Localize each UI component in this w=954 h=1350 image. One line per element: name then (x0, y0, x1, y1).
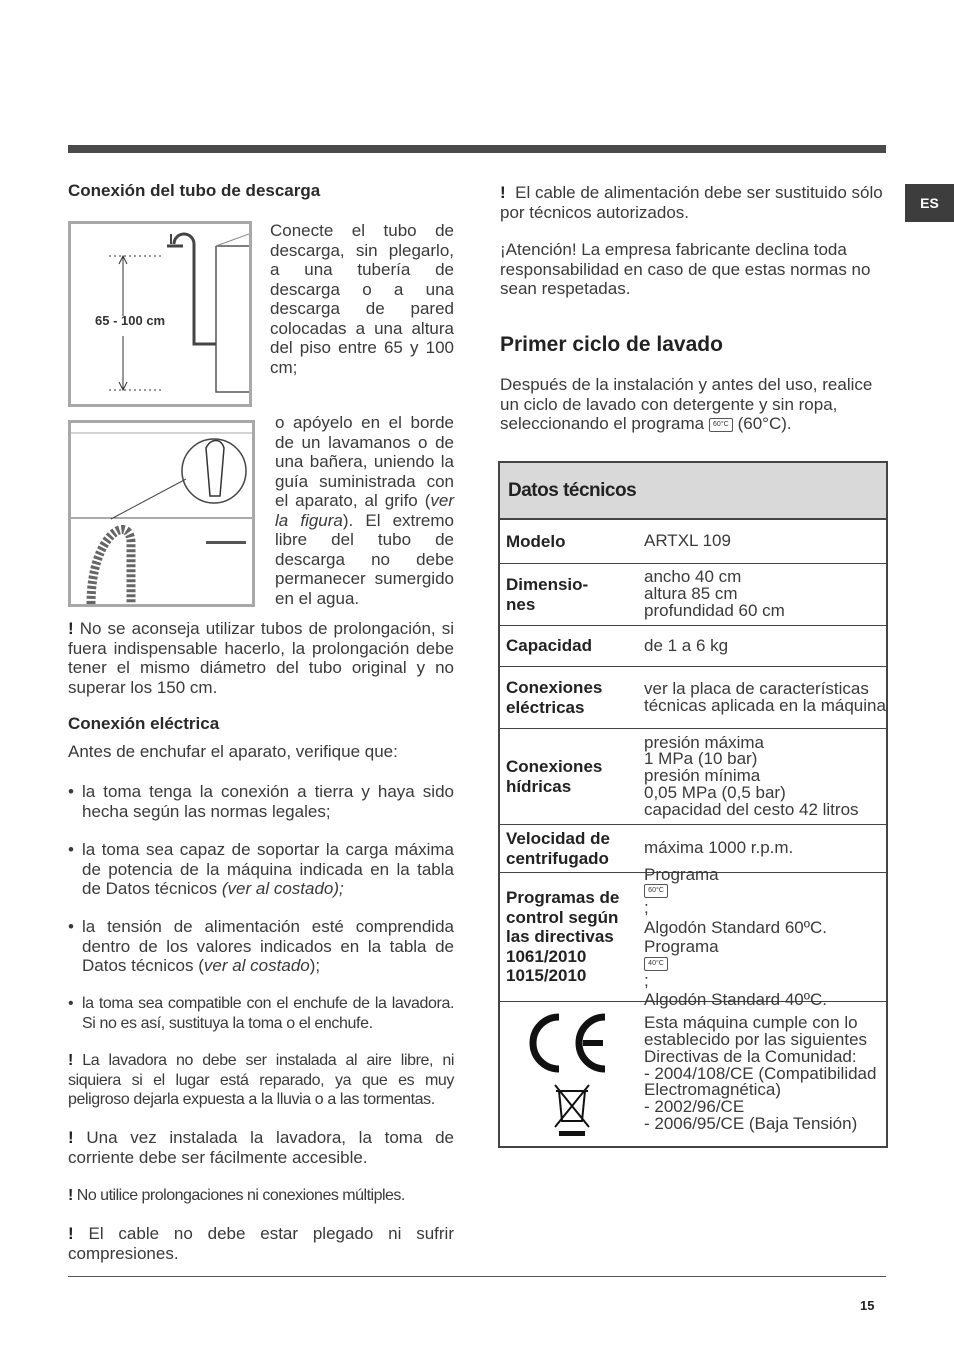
table-row-dimensions (500, 564, 886, 626)
value-line: de 1 a 6 kg (644, 635, 729, 655)
access-warning (68, 1128, 454, 1167)
row-value (638, 1002, 886, 1146)
value-line: - 2004/108/CE (Compatibilidad Electromagnética) (644, 1063, 877, 1100)
multi-warning (68, 1186, 458, 1206)
bullet-item-voltage (68, 917, 454, 976)
first-cycle-heading: Primer ciclo de lavado (500, 333, 723, 356)
value-line: presión máxima (644, 732, 764, 752)
elec-intro: Antes de enchufar el aparato, verifique que: (68, 742, 398, 761)
bullet-em: (ver al costado); (221, 879, 344, 898)
value-line: Algodón Standard 40ºC. (644, 990, 827, 1009)
drain-para2-end: ). El extremo libre del tubo de descarga no debe permanecer sumergido en el agua. (275, 510, 455, 608)
language-tab: ES (905, 184, 954, 222)
row-label: Velocidad de centrifugado (506, 829, 610, 868)
value-line: capacidad del cesto 42 litros (644, 799, 859, 819)
bullet-text: la toma sea capaz de soportar la carga máxima de potencia de la máquina indicada en la tabla de Datos técnicos (82, 840, 454, 898)
row-value (638, 864, 886, 1009)
value-line: altura 85 cm (644, 584, 738, 604)
cable-warning-text: El cable no debe estar plegado ni sufrir compresiones. (68, 1224, 454, 1263)
value-line: máxima 1000 r.p.m. (644, 838, 794, 858)
value-line: ARTXL 109 (644, 531, 731, 551)
outdoor-warning (68, 1051, 454, 1110)
program-60-icon: 60°C (709, 418, 733, 432)
row-label: Modelo (506, 531, 566, 551)
bullet-em: ver al costado (203, 956, 310, 975)
drain-heading: Conexión del tubo de descarga (68, 181, 321, 200)
table-row-ce (500, 1002, 886, 1146)
row-label: Programas de control según las directivas 1061/2010 1015/2010 (506, 888, 620, 986)
outdoor-warning-text: La lavadora no debe ser instalada al aire libre, ni siquiera si el lugar está reparado, ya que es muy peligroso dejarla expuesta a la lluvia o a las tormentas. (68, 1052, 454, 1108)
first-cycle-end: (60°C). (737, 414, 792, 433)
warning-mark: ! (500, 183, 506, 202)
value-line: ancho 40 cm (644, 567, 742, 587)
bullet-text: • la toma tenga la conexión a tierra y haya sido hecha según las normas legales; (68, 782, 454, 821)
replace-warning (500, 183, 886, 222)
table-row-programs (500, 864, 886, 1009)
access-warning-text: Una vez instalada la lavadora, la toma de corriente debe ser fácilmente accesible. (68, 1128, 454, 1167)
weee-bin-icon (555, 1085, 589, 1136)
attention-note: ¡Atención! La empresa fabricante declina toda responsabilidad en caso de que estas normas no sean respetadas. (500, 240, 871, 298)
extension-warning-text: No se aconseja utilizar tubos de prolongación, si fuera indispensable hacerlo, la prolongación debe tener el mismo diámetro del tubo original y no superar los 150 cm. (68, 619, 454, 697)
value-line: Programa 60°C ; (644, 865, 886, 918)
bullet-item-ground (68, 782, 454, 821)
extension-warning (68, 619, 454, 697)
footer-rule (68, 1276, 886, 1277)
tech-data-table (498, 461, 888, 1148)
warning-mark: ! (68, 1224, 74, 1243)
cable-warning (68, 1224, 454, 1263)
warning-mark: ! (68, 1187, 73, 1204)
ce-mark-icon (527, 1009, 617, 1139)
drain-para2-start: o apóyelo en el borde de un lavamanos o de una bañera, uniendo la guía suministrada con el aparato, al grifo ( (275, 413, 454, 510)
value-line: 0,05 MPa (0,5 bar) (644, 782, 786, 802)
page-number: 15 (860, 1298, 875, 1313)
row-value (638, 520, 886, 563)
value-line: - 2006/95/CE (Baja Tensión) (644, 1113, 858, 1133)
value-line: ver la placa de características técnicas aplicada en la máquina (644, 678, 886, 715)
header-rule (68, 145, 886, 153)
replace-warning-text: El cable de alimentación debe ser sustituido sólo por técnicos autorizados. (500, 183, 883, 222)
bullet-text-end: ); (309, 956, 321, 975)
row-value (638, 729, 886, 824)
program-60-icon: 60°C (644, 884, 668, 898)
row-label: Dimensio- nes (506, 575, 589, 614)
warning-mark: ! (68, 1128, 74, 1147)
drain-para1: Conecte el tubo de descarga, sin plegarlo, a una tubería de descarga o a una descarga de pared colocadas a una altura del piso entre 65 y 100 cm; (270, 221, 454, 377)
bullet-text: • la toma sea compatible con el enchufe de la lavadora. Si no es así, sustituya la toma o el enchufe. (68, 994, 454, 1033)
row-value (638, 667, 886, 728)
drain-para2-em: ver la figura (275, 491, 454, 530)
table-row-model (500, 520, 886, 564)
table-title: Datos técnicos (500, 463, 886, 520)
row-value (638, 626, 886, 666)
row-label: Capacidad (506, 636, 592, 656)
sink-figure (68, 420, 255, 607)
drain-para2 (275, 413, 454, 608)
table-row-electrical (500, 667, 886, 729)
multi-warning-text: No utilice prolongaciones ni conexiones múltiples. (76, 1187, 405, 1204)
value-line: Algodón Standard 60ºC. (644, 917, 827, 937)
elec-heading: Conexión eléctrica (68, 714, 220, 733)
program-40-icon: 40°C (644, 957, 668, 971)
table-row-water (500, 729, 886, 825)
program-label: Programa (644, 864, 719, 884)
ce-logos (500, 1002, 638, 1146)
bullet-item-plug (68, 994, 454, 1033)
first-cycle-start: Después de la instalación y antes del uso, realice un ciclo de lavado con detergente y sin ropa, seleccionando el programa (500, 375, 873, 433)
sink-illustration (71, 423, 252, 604)
warning-mark: ! (68, 619, 74, 638)
row-value (638, 564, 886, 625)
table-row-capacity (500, 626, 886, 667)
value-line: Programa 40°C ; (644, 937, 886, 990)
value-line: Esta máquina cumple con lo establecido por las siguientes Directivas de la Comunidad: (644, 1013, 868, 1066)
row-label: Conexiones eléctricas (506, 678, 603, 717)
program-label: Programa (644, 937, 719, 956)
value-line: presión mínima (644, 766, 761, 786)
bullet-text: la tensión de alimentación esté comprendida dentro de los valores indicados en la tabla de Datos técnicos ( (82, 917, 454, 975)
value-line: profundidad 60 cm (644, 600, 785, 620)
first-cycle-text (500, 375, 886, 434)
row-label: Conexiones hídricas (506, 757, 603, 796)
height-label: 65 - 100 cm (95, 313, 166, 328)
value-line: - 2002/96/CE (644, 1097, 745, 1117)
value-line: 1 MPa (10 bar) (644, 749, 758, 769)
bullet-item-load (68, 840, 454, 899)
warning-mark: ! (68, 1052, 73, 1069)
